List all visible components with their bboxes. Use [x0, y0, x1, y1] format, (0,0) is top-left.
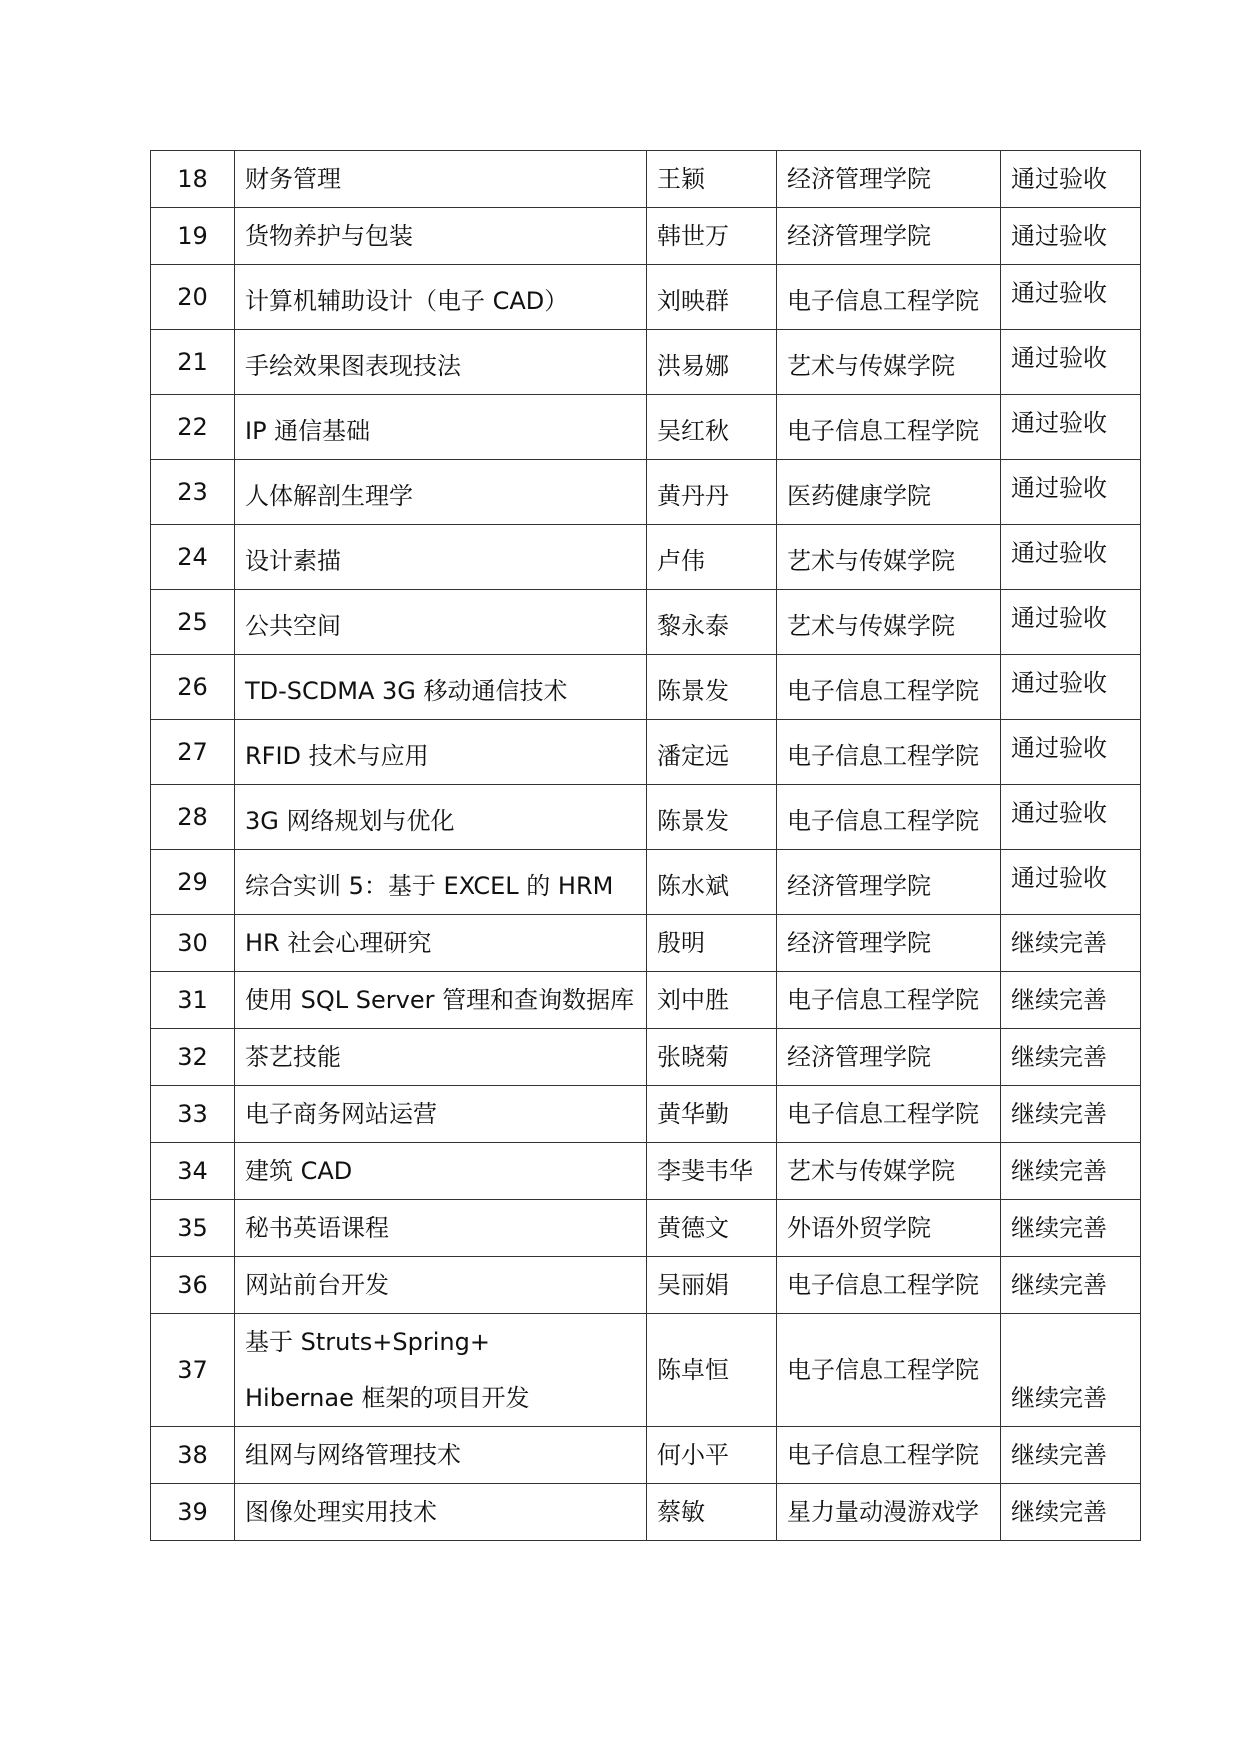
row-number: 35: [151, 1200, 235, 1257]
row-number: 18: [151, 151, 235, 208]
course-name-line-1: 基于 Struts+Spring+: [245, 1328, 490, 1356]
teacher-name: 吴丽娟: [647, 1257, 777, 1314]
table-row: [151, 1143, 1141, 1200]
table-row: [151, 265, 1141, 330]
status-text: 通过验收: [1001, 151, 1141, 208]
college-name: 电子信息工程学院: [777, 1314, 1001, 1427]
teacher-name: 黄华勤: [647, 1086, 777, 1143]
teacher-name: 陈景发: [647, 785, 777, 850]
course-name: 3G 网络规划与优化: [235, 785, 647, 850]
college-name: 电子信息工程学院: [777, 720, 1001, 785]
status-text: 通过验收: [1001, 265, 1141, 330]
course-name: 货物养护与包装: [235, 208, 647, 265]
teacher-name: 黄德文: [647, 1200, 777, 1257]
status-text: 通过验收: [1001, 655, 1141, 720]
status-text: 通过验收: [1001, 330, 1141, 395]
teacher-name: 洪易娜: [647, 330, 777, 395]
status-text: 继续完善: [1001, 1200, 1141, 1257]
course-name: TD-SCDMA 3G 移动通信技术: [235, 655, 647, 720]
college-name: 电子信息工程学院: [777, 655, 1001, 720]
teacher-name: 陈卓恒: [647, 1314, 777, 1427]
course-name: 电子商务网站运营: [235, 1086, 647, 1143]
status-text: 继续完善: [1001, 1143, 1141, 1200]
row-number: 31: [151, 972, 235, 1029]
row-number: 32: [151, 1029, 235, 1086]
course-name: 综合实训 5：基于 EXCEL 的 HRM: [235, 850, 647, 915]
course-name: HR 社会心理研究: [235, 915, 647, 972]
college-name: 艺术与传媒学院: [777, 330, 1001, 395]
teacher-name: 潘定远: [647, 720, 777, 785]
course-name: 组网与网络管理技术: [235, 1427, 647, 1484]
college-name: 电子信息工程学院: [777, 785, 1001, 850]
table-row: [151, 330, 1141, 395]
teacher-name: 卢伟: [647, 525, 777, 590]
course-name: 财务管理: [235, 151, 647, 208]
row-number: 29: [151, 850, 235, 915]
college-name: 电子信息工程学院: [777, 265, 1001, 330]
teacher-name: 李斐韦华: [647, 1143, 777, 1200]
course-name: 设计素描: [235, 525, 647, 590]
table-row: [151, 208, 1141, 265]
college-name: 外语外贸学院: [777, 1200, 1001, 1257]
status-text: 通过验收: [1001, 850, 1141, 915]
college-name: 艺术与传媒学院: [777, 1143, 1001, 1200]
table-row: [151, 1427, 1141, 1484]
row-number: 19: [151, 208, 235, 265]
teacher-name: 蔡敏: [647, 1484, 777, 1541]
table-row: [151, 525, 1141, 590]
college-name: 经济管理学院: [777, 151, 1001, 208]
course-name: 茶艺技能: [235, 1029, 647, 1086]
row-number: 30: [151, 915, 235, 972]
teacher-name: 黎永泰: [647, 590, 777, 655]
status-text: 通过验收: [1001, 460, 1141, 525]
table-row: [151, 1257, 1141, 1314]
table-row: [151, 720, 1141, 785]
teacher-name: 陈水斌: [647, 850, 777, 915]
row-number: 22: [151, 395, 235, 460]
course-name: RFID 技术与应用: [235, 720, 647, 785]
row-number: 26: [151, 655, 235, 720]
teacher-name: 吴红秋: [647, 395, 777, 460]
status-text: 继续完善: [1001, 1314, 1141, 1427]
course-name: IP 通信基础: [235, 395, 647, 460]
course-name: 网站前台开发: [235, 1257, 647, 1314]
course-name: 计算机辅助设计（电子 CAD）: [235, 265, 647, 330]
course-name: 秘书英语课程: [235, 1200, 647, 1257]
table-row: [151, 850, 1141, 915]
college-name: 电子信息工程学院: [777, 1257, 1001, 1314]
status-text: 继续完善: [1001, 1257, 1141, 1314]
status-text: 通过验收: [1001, 590, 1141, 655]
status-text: 继续完善: [1001, 972, 1141, 1029]
status-text: 继续完善: [1001, 1086, 1141, 1143]
teacher-name: 王颖: [647, 151, 777, 208]
row-number: 21: [151, 330, 235, 395]
row-number: 28: [151, 785, 235, 850]
row-number: 39: [151, 1484, 235, 1541]
teacher-name: 张晓菊: [647, 1029, 777, 1086]
college-name: 电子信息工程学院: [777, 1086, 1001, 1143]
college-name: 经济管理学院: [777, 850, 1001, 915]
teacher-name: 韩世万: [647, 208, 777, 265]
college-name: 星力量动漫游戏学: [777, 1484, 1001, 1541]
table-row: [151, 655, 1141, 720]
table-row: [151, 590, 1141, 655]
college-name: 电子信息工程学院: [777, 1427, 1001, 1484]
row-number: 38: [151, 1427, 235, 1484]
table-row: [151, 395, 1141, 460]
teacher-name: 黄丹丹: [647, 460, 777, 525]
row-number: 34: [151, 1143, 235, 1200]
status-text: 继续完善: [1001, 1484, 1141, 1541]
row-number: 24: [151, 525, 235, 590]
status-text: 通过验收: [1001, 395, 1141, 460]
teacher-name: 刘映群: [647, 265, 777, 330]
college-name: 电子信息工程学院: [777, 972, 1001, 1029]
status-text: 继续完善: [1001, 1427, 1141, 1484]
course-name-line-2: Hibernae 框架的项目开发: [245, 1384, 530, 1412]
college-name: 艺术与传媒学院: [777, 525, 1001, 590]
course-name: 建筑 CAD: [235, 1143, 647, 1200]
status-text: 通过验收: [1001, 208, 1141, 265]
table-row: [151, 972, 1141, 1029]
college-name: 经济管理学院: [777, 208, 1001, 265]
row-number: 36: [151, 1257, 235, 1314]
status-text: 通过验收: [1001, 525, 1141, 590]
row-number: 25: [151, 590, 235, 655]
table-row: [151, 151, 1141, 208]
table-row: [151, 1029, 1141, 1086]
status-text: 继续完善: [1001, 915, 1141, 972]
college-name: 经济管理学院: [777, 1029, 1001, 1086]
course-name: 人体解剖生理学: [235, 460, 647, 525]
table-row: [151, 1086, 1141, 1143]
row-number: 37: [151, 1314, 235, 1427]
row-number: 33: [151, 1086, 235, 1143]
teacher-name: 陈景发: [647, 655, 777, 720]
course-acceptance-table: [150, 150, 1141, 1541]
table-row: [151, 1200, 1141, 1257]
row-number: 23: [151, 460, 235, 525]
college-name: 电子信息工程学院: [777, 395, 1001, 460]
table-row: [151, 1314, 1141, 1427]
row-number: 20: [151, 265, 235, 330]
table-row: [151, 460, 1141, 525]
table-row: [151, 915, 1141, 972]
course-name: 使用 SQL Server 管理和查询数据库: [235, 972, 647, 1029]
table-row: [151, 785, 1141, 850]
status-text: 通过验收: [1001, 720, 1141, 785]
status-text: 通过验收: [1001, 785, 1141, 850]
course-name: 手绘效果图表现技法: [235, 330, 647, 395]
table-row: [151, 1484, 1141, 1541]
teacher-name: 何小平: [647, 1427, 777, 1484]
course-name: 图像处理实用技术: [235, 1484, 647, 1541]
teacher-name: 刘中胜: [647, 972, 777, 1029]
course-name: 公共空间: [235, 590, 647, 655]
college-name: 医药健康学院: [777, 460, 1001, 525]
college-name: 艺术与传媒学院: [777, 590, 1001, 655]
course-name: [235, 1314, 647, 1427]
row-number: 27: [151, 720, 235, 785]
teacher-name: 殷明: [647, 915, 777, 972]
college-name: 经济管理学院: [777, 915, 1001, 972]
status-text: 继续完善: [1001, 1029, 1141, 1086]
